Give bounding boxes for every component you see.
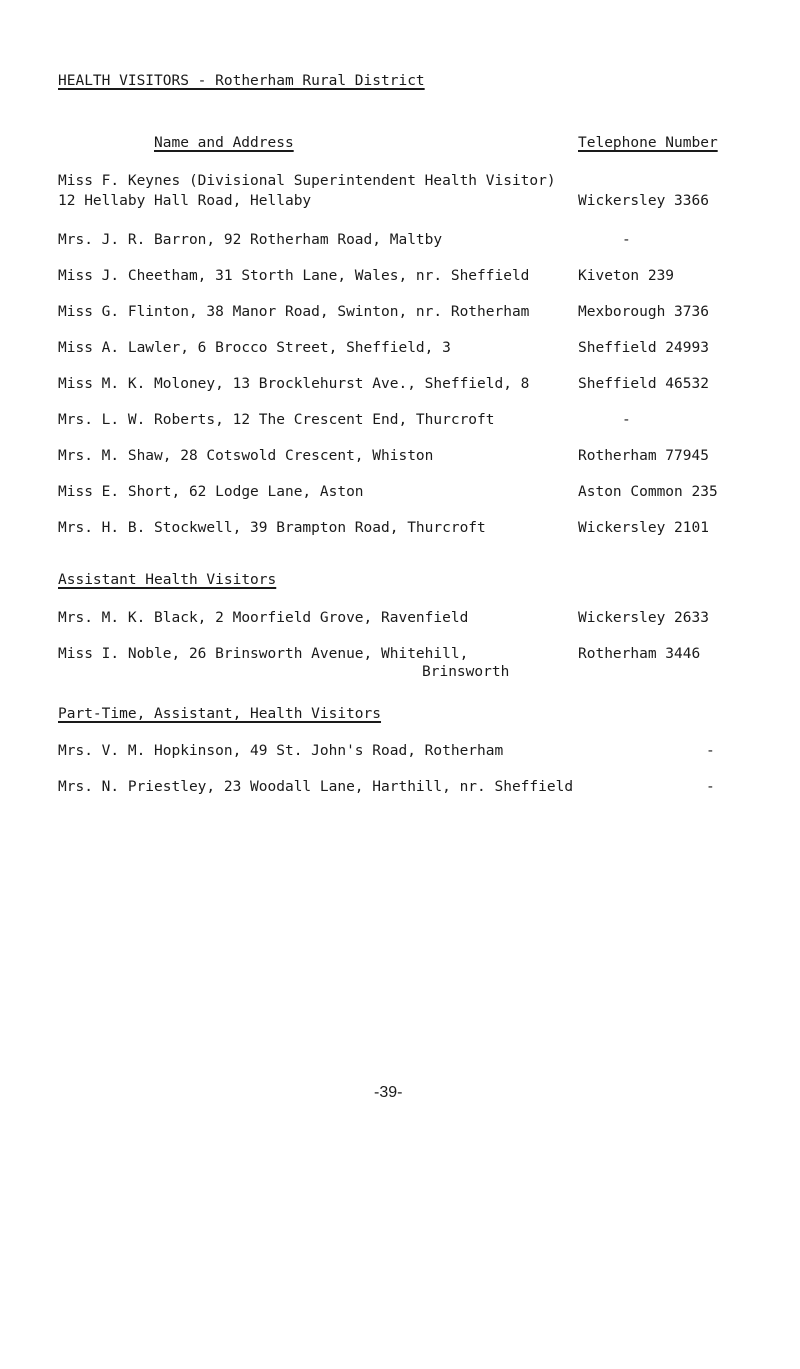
list-item: Mrs. L. W. Roberts, 12 The Crescent End, Thurcroft <box>58 412 495 428</box>
list-item-telephone: Kiveton 239 <box>578 268 675 284</box>
list-item-telephone: Sheffield 24993 <box>578 340 709 356</box>
list-item: Mrs. J. R. Barron, 92 Rotherham Road, Maltby <box>58 232 443 248</box>
list-item: Miss G. Flinton, 38 Manor Road, Swinton, nr. Rotherham <box>58 304 530 320</box>
telephone-header: Telephone Number <box>578 135 718 151</box>
part-time-heading: Part-Time, Assistant, Health Visitors <box>58 706 382 722</box>
page-number: -39- <box>374 1084 403 1101</box>
list-item-telephone: - <box>706 743 715 759</box>
list-item-telephone: Wickersley 2633 <box>578 610 709 626</box>
list-item: Miss M. K. Moloney, 13 Brocklehurst Ave., Sheffield, 8 <box>58 376 530 392</box>
list-item-continuation: Brinsworth <box>422 664 510 680</box>
list-item-telephone: - <box>622 232 631 248</box>
list-item-telephone: Aston Common 235 <box>578 484 718 500</box>
superintendent-name: Miss F. Keynes (Divisional Superintendent Health Visitor) <box>58 173 556 189</box>
list-item: Mrs. V. M. Hopkinson, 49 St. John's Road, Rotherham <box>58 743 504 759</box>
list-item-telephone: - <box>706 779 715 795</box>
page-title: HEALTH VISITORS - Rotherham Rural District <box>58 73 425 89</box>
list-item-telephone: Wickersley 2101 <box>578 520 709 536</box>
list-item: Miss E. Short, 62 Lodge Lane, Aston <box>58 484 364 500</box>
list-item: Miss I. Noble, 26 Brinsworth Avenue, Whitehill, <box>58 646 469 662</box>
name-address-header: Name and Address <box>154 135 294 151</box>
assistant-heading: Assistant Health Visitors <box>58 572 277 588</box>
list-item: Mrs. M. Shaw, 28 Cotswold Crescent, Whiston <box>58 448 434 464</box>
list-item: Mrs. H. B. Stockwell, 39 Brampton Road, Thurcroft <box>58 520 486 536</box>
list-item-telephone: Sheffield 46532 <box>578 376 709 392</box>
list-item: Mrs. N. Priestley, 23 Woodall Lane, Harthill, nr. Sheffield <box>58 779 574 795</box>
list-item: Miss A. Lawler, 6 Brocco Street, Sheffield, 3 <box>58 340 451 356</box>
list-item-telephone: - <box>622 412 631 428</box>
list-item: Mrs. M. K. Black, 2 Moorfield Grove, Ravenfield <box>58 610 469 626</box>
list-item-telephone: Mexborough 3736 <box>578 304 709 320</box>
superintendent-address: 12 Hellaby Hall Road, Hellaby <box>58 193 312 209</box>
list-item: Miss J. Cheetham, 31 Storth Lane, Wales, nr. Sheffield <box>58 268 530 284</box>
superintendent-telephone: Wickersley 3366 <box>578 193 709 209</box>
list-item-telephone: Rotherham 3446 <box>578 646 701 662</box>
list-item-telephone: Rotherham 77945 <box>578 448 709 464</box>
